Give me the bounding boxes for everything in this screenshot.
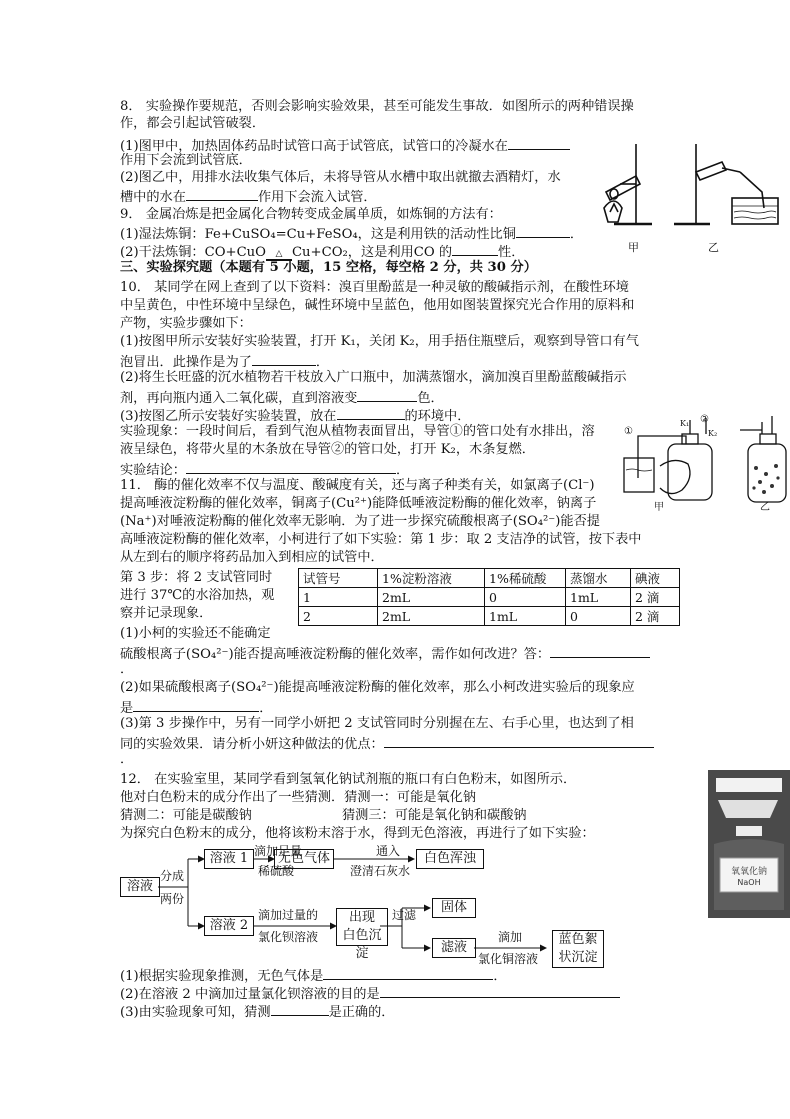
q11-line9: (1)小柯的实验还不能确定 (120, 626, 271, 641)
table-cell: 0 (566, 607, 631, 626)
q12-q1-text: (1)根据实验现象推测，无色气体是 (120, 969, 324, 984)
bottle-formula: NaOH (737, 878, 761, 887)
q11-line6: 第 3 步：将 2 支试管同时 (120, 570, 273, 585)
flow-blue-top: 蓝色絮 (558, 932, 598, 947)
q10-fig-c2: ② (700, 414, 709, 425)
flow-add2-top: 滴加过量的 (258, 908, 319, 922)
section3-title: 三、实验探究题（本题有 5 小题，15 空格，每空格 2 分，共 30 分） (120, 260, 537, 275)
bottle-label: 氧氧化钠 (730, 867, 767, 877)
q8-line5: (2)图乙中，用排水法收集气体后，未将导管从水槽中取出就撤去酒精灯，水 (120, 170, 561, 185)
table-row (299, 588, 680, 607)
q9-line2 (120, 224, 583, 243)
table-header: 碘液 (631, 569, 680, 588)
q11-line15 (120, 734, 654, 753)
q11-experiment-table (298, 568, 680, 626)
q10-conclusion-label: 实验结论： (120, 463, 186, 478)
q10-line11 (120, 460, 409, 479)
flow-sol1-box: 溶液 1 (204, 849, 254, 869)
q10-period1: ． (315, 355, 330, 370)
flow-pass-top: 通入 (376, 844, 401, 858)
table-header-row (299, 569, 680, 588)
table-cell: 2mL (378, 588, 485, 607)
q11-line2: 提高唾液淀粉酶的催化效率，铜离子(Cu²⁺)能降低唾液淀粉酶的催化效率，钠离子 (120, 496, 597, 511)
q8-figure (592, 132, 788, 258)
q10-q3-text-b: 的环境中． (404, 409, 471, 424)
q8-fig-label-jia: 甲 (628, 241, 639, 254)
q12-q3-text-b: 是正确的． (328, 1005, 395, 1020)
q11-line13 (120, 698, 272, 717)
heat-symbol: △ (266, 249, 292, 261)
q10-blank4[interactable] (186, 460, 396, 474)
q12-blank3[interactable] (271, 1002, 329, 1016)
q10-period2: ． (395, 463, 410, 478)
q12-line2: 他对白色粉末的成分作出了一些猜测．猜测一：可能是氧化钠 (120, 790, 477, 805)
q9-line1: 9． 金属冶炼是把金属化合物转变成金属单质，如炼铜的方法有： (120, 207, 502, 222)
q10-line5 (120, 352, 329, 371)
q11-line4: 高唾液淀粉酶的催化效率，小柯进行了如下实验：第 1 步：取 2 支洁净的试管，按下表中 (120, 532, 642, 547)
q10-fig-k2: K₂ (708, 429, 718, 438)
q10-blank1[interactable] (252, 352, 316, 366)
table-cell: 1mL (485, 607, 566, 626)
flow-add1-bottom: 稀硫酸 (258, 864, 295, 878)
flow-add1-top: 滴加足量 (254, 844, 303, 858)
flow-blue-bottom: 状沉淀 (558, 950, 598, 965)
flow-filter: 过滤 (392, 908, 417, 922)
q10-line2: 中呈黄色，中性环境中呈绿色，碱性环境中呈蓝色，他用如图装置探究光合作用的原料和 (120, 298, 635, 313)
q12-line4: 为探究白色粉末的成分，他将该粉末溶于水，得到无色溶液，再进行了如下实验： (120, 826, 595, 841)
q10-q3-text-a: (3)按图乙所示安装好实验装置，放在 (120, 409, 337, 424)
q12-line1: 12． 在实验室里，某同学看到氢氧化钠试剂瓶的瓶口有白色粉末，如图所示． (120, 772, 577, 787)
q9-period1: ． (569, 227, 584, 242)
table-cell: 2 (299, 607, 378, 626)
q10-q2-text-a: 剂，再向瓶内通入二氧化碳，直到溶液变 (120, 391, 358, 406)
flow-add3-bottom: 氯化铜溶液 (478, 952, 539, 966)
q12-line5 (120, 966, 507, 985)
flow-ppt-bottom: 白色沉淀 (342, 928, 382, 961)
q10-blank3[interactable] (337, 406, 405, 420)
q8-q2-text-a: 槽中的水在 (120, 190, 186, 205)
flow-solid-box: 固体 (432, 898, 476, 918)
q11-line12: (2)如果硫酸根离子(SO₄²⁻)能提高唾液淀粉酶的催化效率，那么小柯改进实验后的现象应 (120, 680, 635, 695)
q11-line14: (3)第 3 步操作中，另有一同学小妍把 2 支试管同时分别握在左、右手心里，也达到了相 (120, 716, 634, 731)
q11-line1: 11． 酶的催化效率不仅与温度、酸碱度有关，还与离子种类有关，如氯离子(Cl⁻) (120, 478, 595, 493)
flow-split-bottom: 两份 (160, 892, 185, 906)
q10-fig-c1: ① (624, 426, 633, 437)
q11-line10 (120, 644, 650, 663)
flow-ppt-box (336, 908, 388, 961)
flow-solution-box: 溶液 (120, 877, 160, 897)
q12-blank1[interactable] (323, 966, 493, 980)
q12-line6 (120, 984, 620, 1003)
flow-blue-ppt-box (552, 930, 604, 968)
table-cell: 0 (485, 588, 566, 607)
q9-q2-text-b: Cu+CO₂，这是利用CO 的 (291, 245, 453, 260)
q11-period1: ． (259, 701, 273, 716)
q10-fig-k1: K₁ (680, 419, 690, 428)
q10-fig-label-jia: 甲 (654, 502, 664, 513)
q11-line11: ． (120, 662, 134, 677)
q8-line2: 作，都会引起试管破裂． (120, 116, 266, 131)
q9-blank2[interactable] (452, 242, 498, 256)
table-cell: 2 滴 (631, 607, 680, 626)
table-cell: 2 滴 (631, 588, 680, 607)
flow-add3-top: 滴加 (498, 930, 523, 944)
q9-q2-text-c: 性． (498, 245, 525, 260)
bottle-illustration (708, 770, 790, 918)
q12-blank2[interactable] (380, 984, 620, 998)
q11-line8: 察并记录现象． (120, 606, 213, 621)
q10-line7 (120, 388, 444, 407)
q11-line16: ． (120, 752, 134, 767)
q11-q1-text: 硫酸根离子(SO₄²⁻)能否提高唾液淀粉酶的催化效率，需作如何改进？答： (120, 647, 551, 662)
q10-line1: 10． 某同学在网上查到了以下资料：溴百里酚蓝是一种灵敏的酸碱指示剂，在酸性环境 (120, 280, 629, 295)
naoh-bottle-photo (708, 770, 790, 918)
q11-line3: (Na⁺)对唾液淀粉酶的催化效率无影响．为了进一步探究硫酸根离子(SO₄²⁻)能否提 (120, 514, 600, 529)
q10-blank2[interactable] (357, 388, 417, 402)
q11-blank1[interactable] (550, 644, 650, 658)
flow-pass-bottom: 澄清石灰水 (350, 864, 411, 878)
q10-line6: (2)将生长旺盛的沉水植物若干枝放入广口瓶中，加满蒸馏水，滴加溴百里酚蓝酸碱指示 (120, 370, 627, 385)
table-cell: 1 (299, 588, 378, 607)
q8-blank2[interactable] (186, 187, 258, 201)
q9-line3 (120, 242, 524, 261)
q11-blank3[interactable] (384, 734, 654, 748)
q11-line5: 从左到右的顺序将药品加入到相应的试管中． (120, 550, 384, 565)
flow-white-turbid-box: 白色浑浊 (416, 849, 484, 869)
table-header: 试管号 (299, 569, 378, 588)
q8-line6 (120, 187, 377, 206)
q8-fig-label-yi: 乙 (708, 241, 719, 254)
flow-gas-box: 无色气体 (274, 849, 334, 869)
q12-period1: ． (493, 969, 507, 984)
q10-line10: 液呈绿色，将带火星的木条放在导管②的管口处，打开 K₂，木条复燃． (120, 442, 535, 457)
table-header: 1%稀硫酸 (485, 569, 566, 588)
q8-blank1[interactable] (508, 136, 570, 150)
q10-fig-label-yi: 乙 (760, 502, 770, 513)
q11-line7: 进行 37℃的水浴加热，观 (120, 588, 275, 603)
q9-q2-text-a: (2)干法炼铜：CO+CuO (120, 245, 266, 260)
q11-q3-text: 同的实验效果．请分析小妍这种做法的优点： (120, 737, 384, 752)
flow-ppt-top: 出现 (348, 910, 375, 925)
q12-q2-text: (2)在溶液 2 中滴加过量氯化钡溶液的目的是 (120, 987, 380, 1002)
q10-line3: 产物，实验步骤如下： (120, 316, 252, 331)
q11-q2-text: 是 (120, 701, 134, 716)
q8-line4: 作用下会流到试管底． (120, 153, 252, 168)
q9-blank1[interactable] (516, 224, 570, 238)
table-row (299, 607, 680, 626)
q9-q1-text: (1)湿法炼铜：Fe+CuSO₄=Cu+FeSO₄，这是利用铁的活动性比铜 (120, 227, 516, 242)
q10-line9: 实验现象：一段时间后，看到气泡从植物表面冒出，导管①的管口处有水排出，溶 (120, 424, 595, 439)
q12-line7 (120, 1002, 395, 1021)
q10-q1-text: 泡冒出．此操作是为了 (120, 355, 252, 370)
table-cell: 2mL (378, 607, 485, 626)
q8-q1-text: (1)图甲中，加热固体药品时试管口高于试管底，试管口的冷凝水在 (120, 139, 508, 154)
q10-line4: (1)按图甲所示安装好实验装置，打开 K₁，关闭 K₂，用手捂住瓶壁后，观察到导管口有气 (120, 334, 639, 349)
q10-line8 (120, 406, 470, 425)
table-header: 蒸馏水 (566, 569, 631, 588)
q12-q3-text-a: (3)由实验现象可知，猜测 (120, 1005, 271, 1020)
table-header: 1%淀粉溶液 (378, 569, 485, 588)
q11-blank2[interactable] (133, 698, 259, 712)
q10-q2-text-b: 色． (417, 391, 444, 406)
flow-sol2-box: 溶液 2 (204, 916, 254, 936)
q12-line3a: 猜测二：可能是碳酸钠 (120, 808, 252, 823)
q12-line3b: 猜测三：可能是氧化钠和碳酸钠 (342, 808, 527, 823)
flow-split-top: 分成 (160, 869, 185, 883)
q8-line1: 8． 实验操作要规范，否则会影响实验效果，甚至可能发生事故．如图所示的两种错误操 (120, 99, 634, 114)
table-cell: 1mL (566, 588, 631, 607)
q8-q2-text-b: 作用下会流入试管． (257, 190, 377, 205)
flow-filtrate-box: 滤液 (432, 938, 476, 958)
flow-add2-bottom: 氯化钡溶液 (258, 930, 319, 944)
